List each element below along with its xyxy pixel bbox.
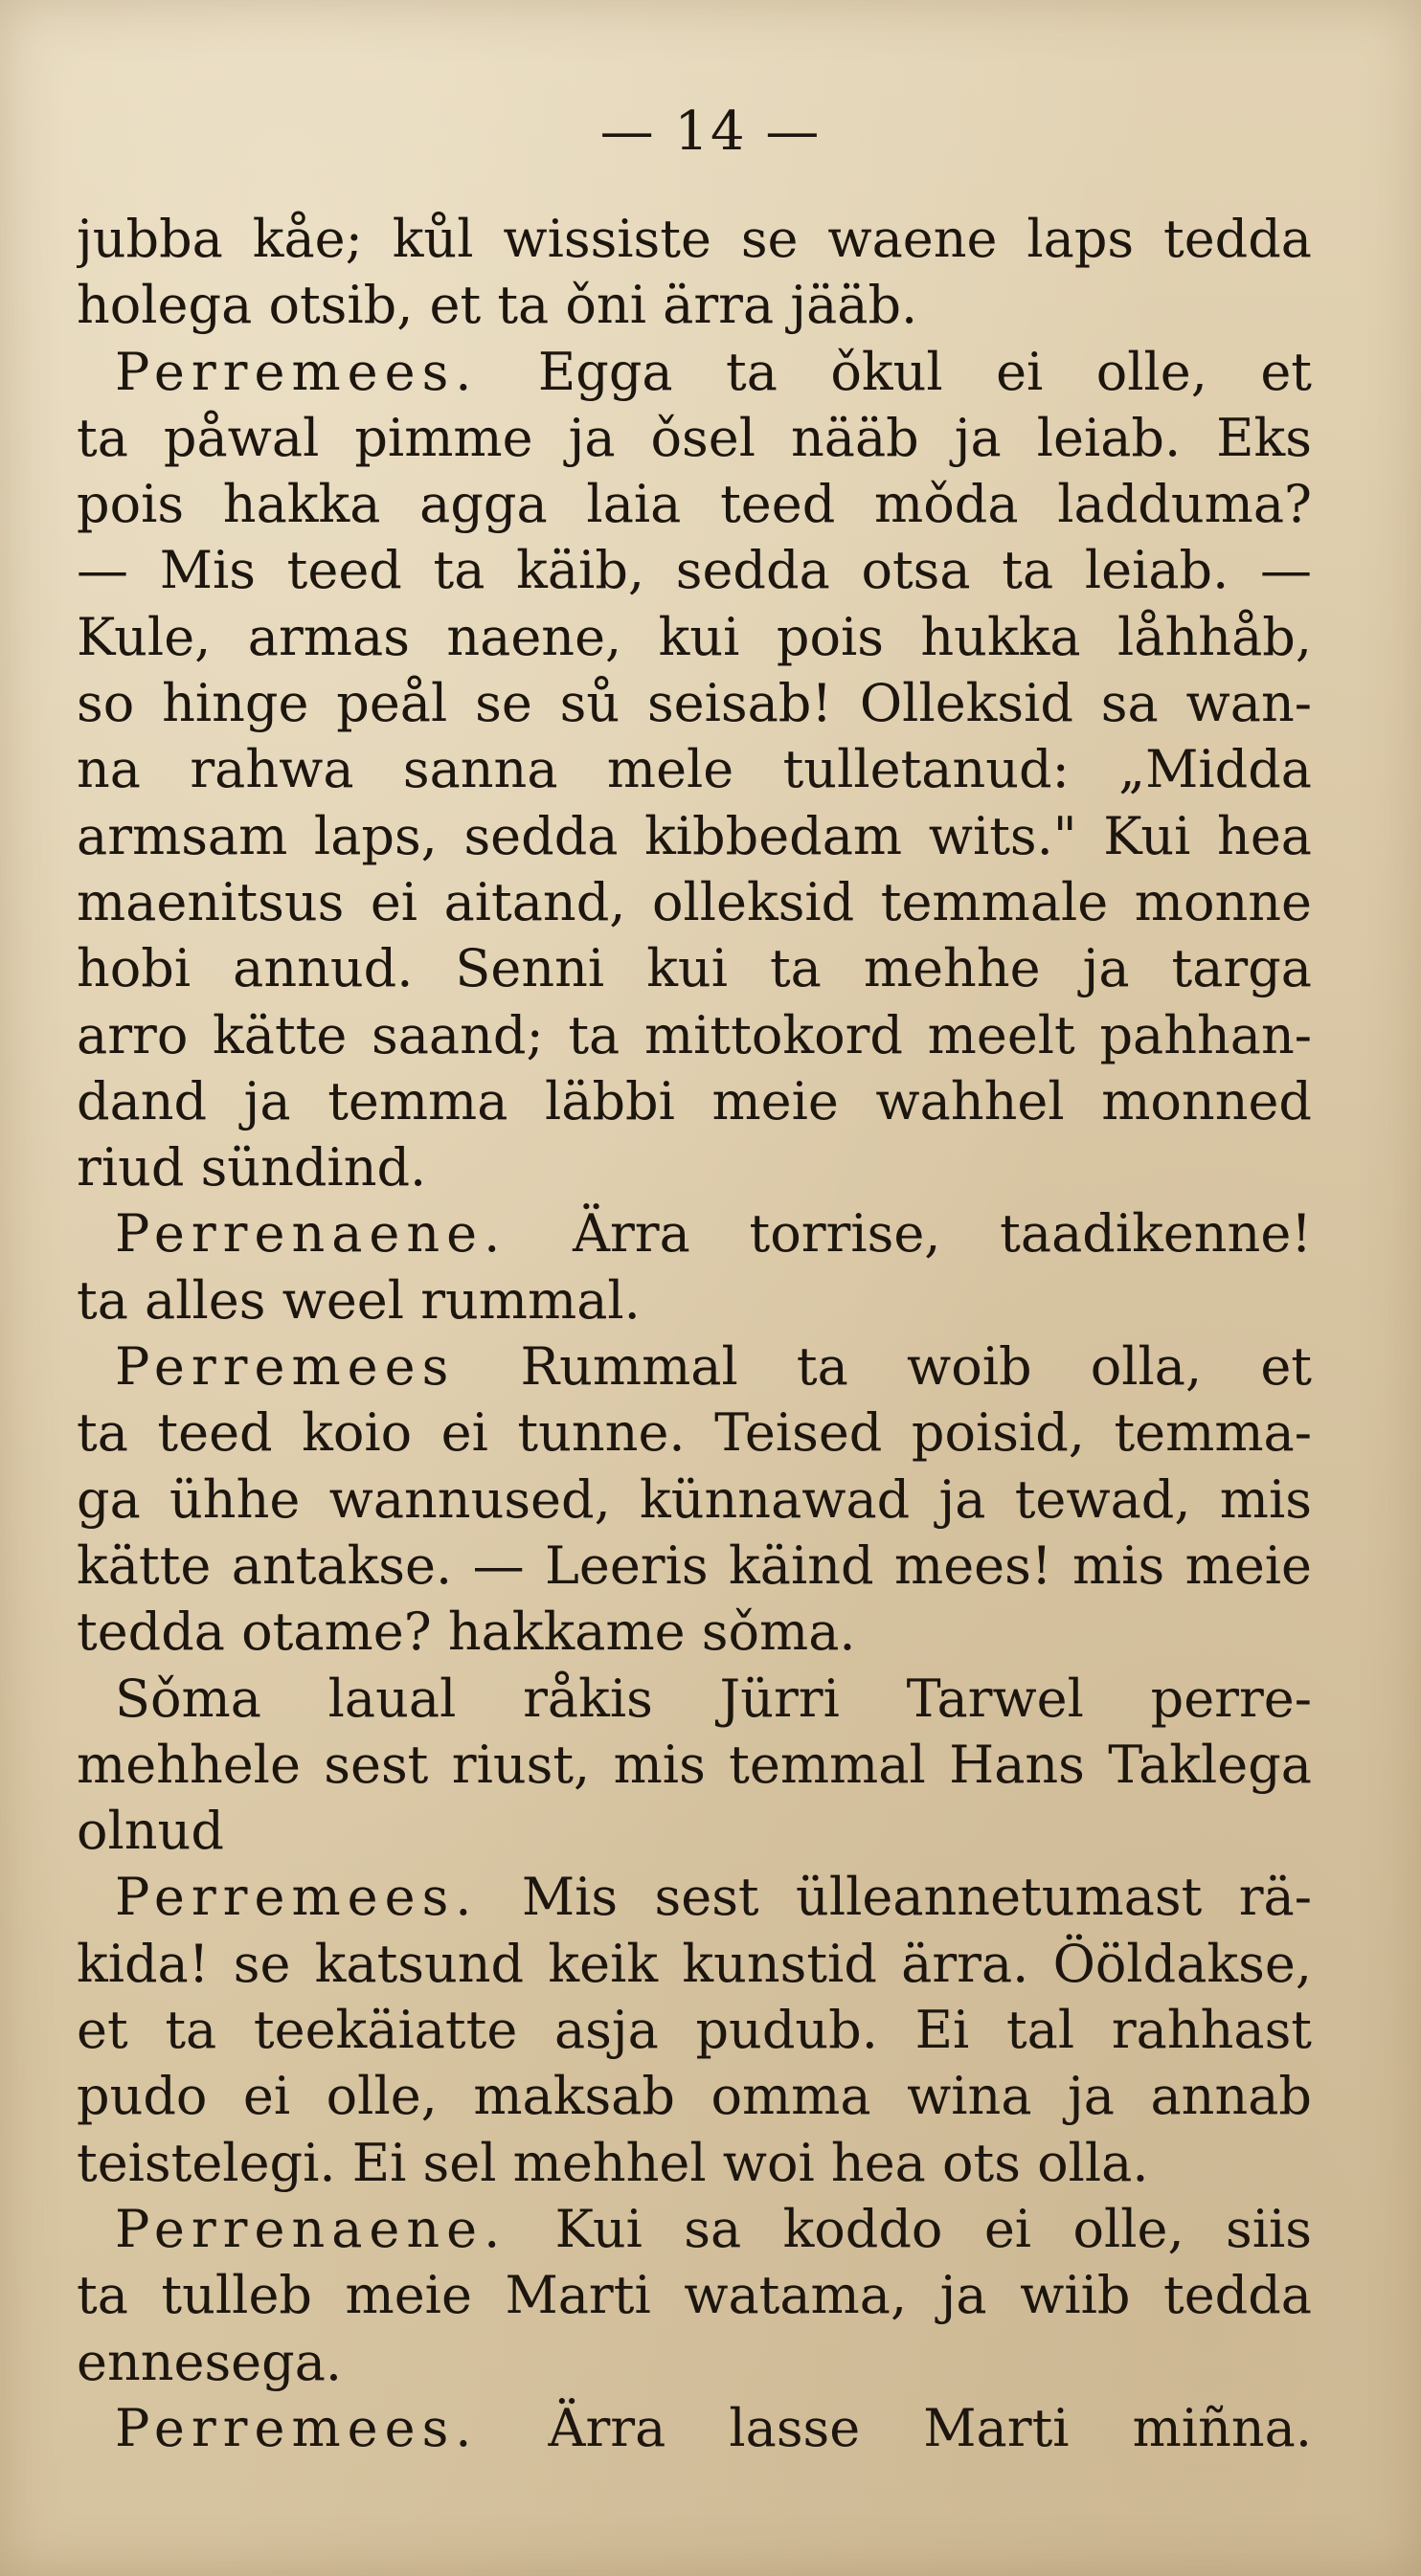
text-line [77,537,1312,603]
text-line [77,2329,1312,2395]
text-line [77,2130,1312,2196]
text-line [77,2262,1312,2328]
line-text: ta teed koio ei tunne. Teised poisid, temma- [77,1402,1312,1464]
line-text: riud sündind. [77,1137,427,1198]
line-text: jubba kåe; kůl wissiste se waene laps tedda [77,209,1312,269]
line-text: so hinge peål se sů seisab! Olleksid sa wan- [77,673,1312,734]
text-line [77,736,1312,802]
line-text: Ärra torrise, taadikenne! [573,1203,1312,1265]
line-text: tedda otame? hakkame sǒma. [77,1602,856,1663]
text-line [77,1798,1312,1864]
line-text: Sǒma laual råkis Jürri Tarwel perre- [115,1668,1312,1729]
line-text: armsam laps, sedda kibbedam wits." Kui hea [77,805,1312,866]
speaker-name: Perremees. [115,1867,522,1928]
text-line [77,935,1312,1001]
line-text: et ta teekäiatte asja pudub. Ei tal rahhast [77,2000,1312,2061]
line-text: kida! se katsund keik kunstid ärra. Ööldakse, [77,1933,1312,1994]
text-line [77,803,1312,869]
text-line [77,1200,1312,1266]
line-text: pois hakka agga laia teed mǒda ladduma? [77,474,1312,535]
line-text: arro kätte saand; ta mittokord meelt pahhan- [77,1004,1312,1065]
text-line [77,1400,1312,1466]
line-text: pudo ei olle, maksab omma wina ja annab [77,2066,1312,2127]
text-line [77,1997,1312,2063]
speaker-name: Perremees. [115,2397,549,2458]
text-line [77,272,1312,338]
line-text: Ärra lasse Marti miñna. [548,2397,1312,2458]
text-line [77,1864,1312,1930]
line-text: ta alles weel rummal. [77,1269,641,1331]
line-text: dand ja temma läbbi meie wahhel monned [77,1070,1312,1131]
line-text: mehhele sest riust, mis temmal Hans Taklega [77,1734,1312,1795]
line-text: Kule, armas naene, kui pois hukka låhhåb, [77,606,1312,667]
text-line [77,1267,1312,1333]
line-text: ta påwal pimme ja ǒsel nääb ja leiab. Eks [77,407,1312,468]
text-line [77,1599,1312,1665]
body-text [77,206,1312,2461]
text-line [77,869,1312,935]
text-line [77,604,1312,670]
text-line [77,1134,1312,1200]
line-text: ennesega. [77,2331,343,2392]
text-line [77,1467,1312,1533]
text-line [77,1732,1312,1798]
speaker-name: Perremees. [115,341,538,402]
line-text: — Mis teed ta käib, sedda otsa ta leiab. — [77,540,1312,601]
line-text: olnud [77,1801,224,1862]
text-line [77,405,1312,471]
text-line [77,1002,1312,1068]
speaker-name: Perremees [115,1336,521,1398]
line-text: Egga ta ǒkul ei olle, et [537,341,1312,402]
page-number: — 14 — [599,101,822,163]
text-line [77,1533,1312,1599]
line-text: ga ühhe wannused, künnawad ja tewad, mis [77,1468,1312,1530]
line-text: holega otsib, et ta ǒni ärra jääb. [77,275,918,336]
speaker-name: Perrenaene. [115,2198,555,2259]
line-text: teistelegi. Ei sel mehhel woi hea ots olla. [77,2132,1149,2193]
line-text: Rummal ta woib olla, et [520,1336,1312,1398]
text-line [77,2196,1312,2262]
text-line [77,1333,1312,1400]
text-line [77,1068,1312,1134]
speaker-name: Perrenaene. [115,1203,573,1265]
line-text: Kui sa koddo ei olle, siis [554,2198,1312,2259]
text-line [77,1666,1312,1732]
line-text: kätte antakse. — Leeris käind mees! mis meie [77,1534,1312,1596]
text-line [77,206,1312,272]
text-line [77,2063,1312,2129]
line-text: hobi annud. Senni kui ta mehhe ja targa [77,938,1312,999]
line-text: Mis sest ülleannetumast rä- [521,1867,1312,1928]
text-line [77,670,1312,736]
line-text: ta tulleb meie Marti watama, ja wiib tedda [77,2265,1312,2326]
text-line [77,2395,1312,2461]
text-line [77,1931,1312,1997]
line-text: maenitsus ei aitand, olleksid temmale monne [77,871,1312,932]
text-line [77,471,1312,537]
line-text: na rahwa sanna mele tulletanud: „Midda [77,739,1312,800]
text-line [77,339,1312,405]
